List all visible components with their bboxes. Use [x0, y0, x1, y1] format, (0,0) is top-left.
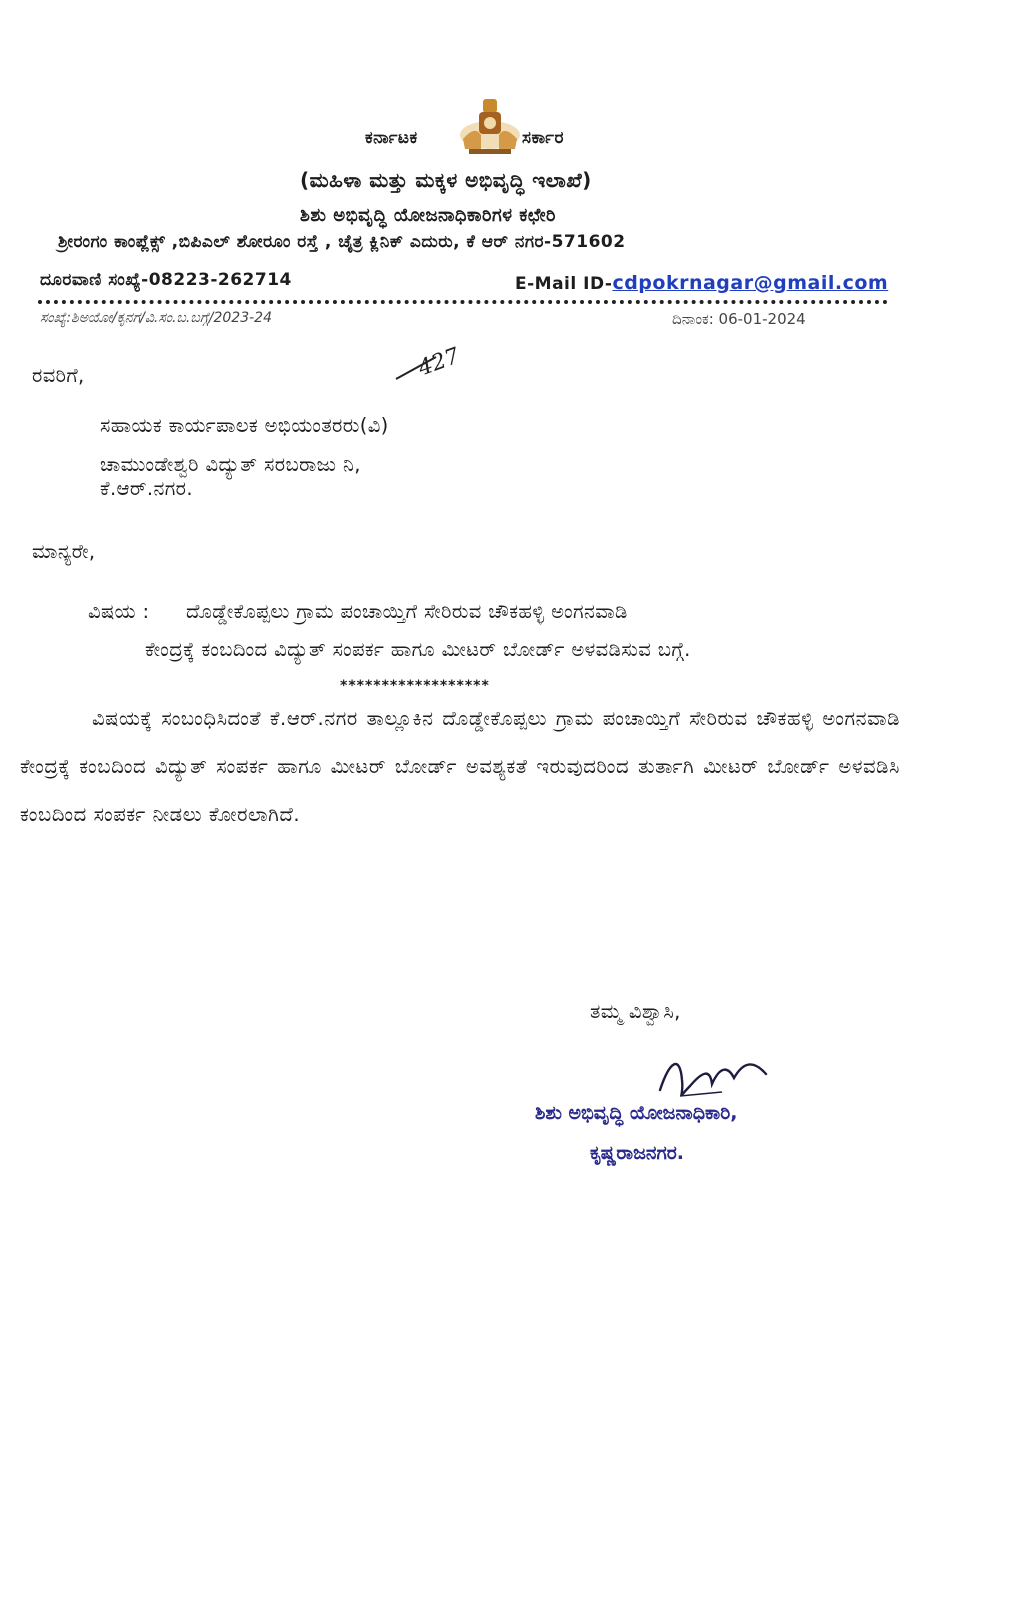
office-address: ಶ್ರೀರಂಗಂ ಕಾಂಪ್ಲೆಕ್ಸ್ ,ಬಿಪಿಎಲ್ ಶೋರೂಂ ರಸ್ತೆ , ಚೈತ್ರ ಕ್ಲಿನಿಕ್ ಎದುರು, ಕೆ ಆರ್ ನಗರ-571602: [58, 232, 626, 252]
subject-separator: ******************: [340, 678, 490, 694]
reference-number: ಸಂಖ್ಯೆ:ಶಿಅಯೋ/ಕೃನಗ/ವಿ.ಸಂ.ಬ.ಬಗ್ಗೆ/2023-24: [40, 310, 272, 326]
letter-body: ವಿಷಯಕ್ಕೆ ಸಂಬಂಧಿಸಿದಂತೆ ಕೆ.ಆರ್.ನಗರ ತಾಲ್ಲೂಕಿನ ದೊಡ್ಡೇಕೊಪ್ಪಲು ಗ್ರಾಮ ಪಂಚಾಯ್ತಿಗೆ ಸೇರಿರುವ ಚೌಕಹಳ್ಳಿ ಅಂಗನವಾಡಿ ಕೇಂದ್ರಕ್ಕೆ ಕಂಬದಿಂದ ವಿದ್ಯುತ್ ಸಂಪರ್ಕ ಹಾಗೂ ಮೀಟರ್ ಬೋರ್ಡ್ ಅವಶ್ಯಕತೆ ಇರುವುದರಿಂದ ತುರ್ತಾಗಿ ಮೀಟರ್ ಬೋರ್ಡ್ ಅಳವಡಿಸಿ ಕಂಬದಿಂದ ಸಂಪರ್ಕ ನೀಡಲು ಕೋರಲಾಗಿದೆ.: [20, 707, 900, 826]
recipient-to: ರವರಿಗೆ,: [32, 364, 85, 387]
state-emblem-icon: [455, 95, 525, 157]
department-name: (ಮಹಿಳಾ ಮತ್ತು ಮಕ್ಕಳ ಅಭಿವೃದ್ಧಿ ಇಲಾಖೆ): [300, 168, 592, 192]
email-label: E-Mail ID-: [515, 274, 613, 294]
office-phone: ದೂರವಾಣಿ ಸಂಖ್ಯೆ-08223-262714: [40, 270, 292, 290]
recipient-line-1: ಸಹಾಯಕ ಕಾರ್ಯಪಾಲಕ ಅಭಿಯಂತರರು(ವಿ): [100, 414, 389, 437]
handwritten-inward-number: 427: [414, 343, 464, 382]
yours-faithfully: ತಮ್ಮ ವಿಶ್ವಾಸಿ,: [590, 1000, 681, 1023]
office-name: ಶಿಶು ಅಭಿವೃದ್ಧಿ ಯೋಜನಾಧಿಕಾರಿಗಳ ಕಛೇರಿ: [300, 205, 557, 226]
header-divider: [38, 300, 888, 304]
letter-date: ದಿನಾಂಕ: 06-01-2024: [672, 310, 806, 328]
subject-line-2: ಕೇಂದ್ರಕ್ಕೆ ಕಂಬದಿಂದ ವಿದ್ಯುತ್ ಸಂಪರ್ಕ ಹಾಗೂ ಮೀಟರ್ ಬೋರ್ಡ್ ಅಳವಡಿಸುವ ಬಗ್ಗೆ.: [145, 638, 691, 661]
government-right: ಸರ್ಕಾರ: [522, 128, 564, 148]
email-link[interactable]: cdpokrnagar@gmail.com: [612, 272, 889, 294]
signature: [650, 1050, 780, 1110]
signatory-designation: ಶಿಶು ಅಭಿವೃದ್ಧಿ ಯೋಜನಾಧಿಕಾರಿ,: [535, 1102, 738, 1124]
subject-label: ವಿಷಯ :: [88, 600, 150, 623]
recipient-line-3: ಕೆ.ಆರ್.ನಗರ.: [100, 477, 193, 500]
signatory-place: ಕೃಷ್ಣರಾಜನಗರ.: [590, 1142, 685, 1164]
greeting: ಮಾನ್ಯರೇ,: [32, 540, 96, 563]
office-email: [515, 272, 888, 294]
government-left: ಕರ್ನಾಟಕ: [365, 128, 418, 148]
subject-line-1: ದೊಡ್ಡೇಕೊಪ್ಪಲು ಗ್ರಾಮ ಪಂಚಾಯ್ತಿಗೆ ಸೇರಿರುವ ಚೌಕಹಳ್ಳಿ ಅಂಗನವಾಡಿ: [186, 600, 628, 623]
recipient-line-2: ಚಾಮುಂಡೇಶ್ವರಿ ವಿದ್ಯುತ್ ಸರಬರಾಜು ನಿ,: [100, 453, 361, 476]
